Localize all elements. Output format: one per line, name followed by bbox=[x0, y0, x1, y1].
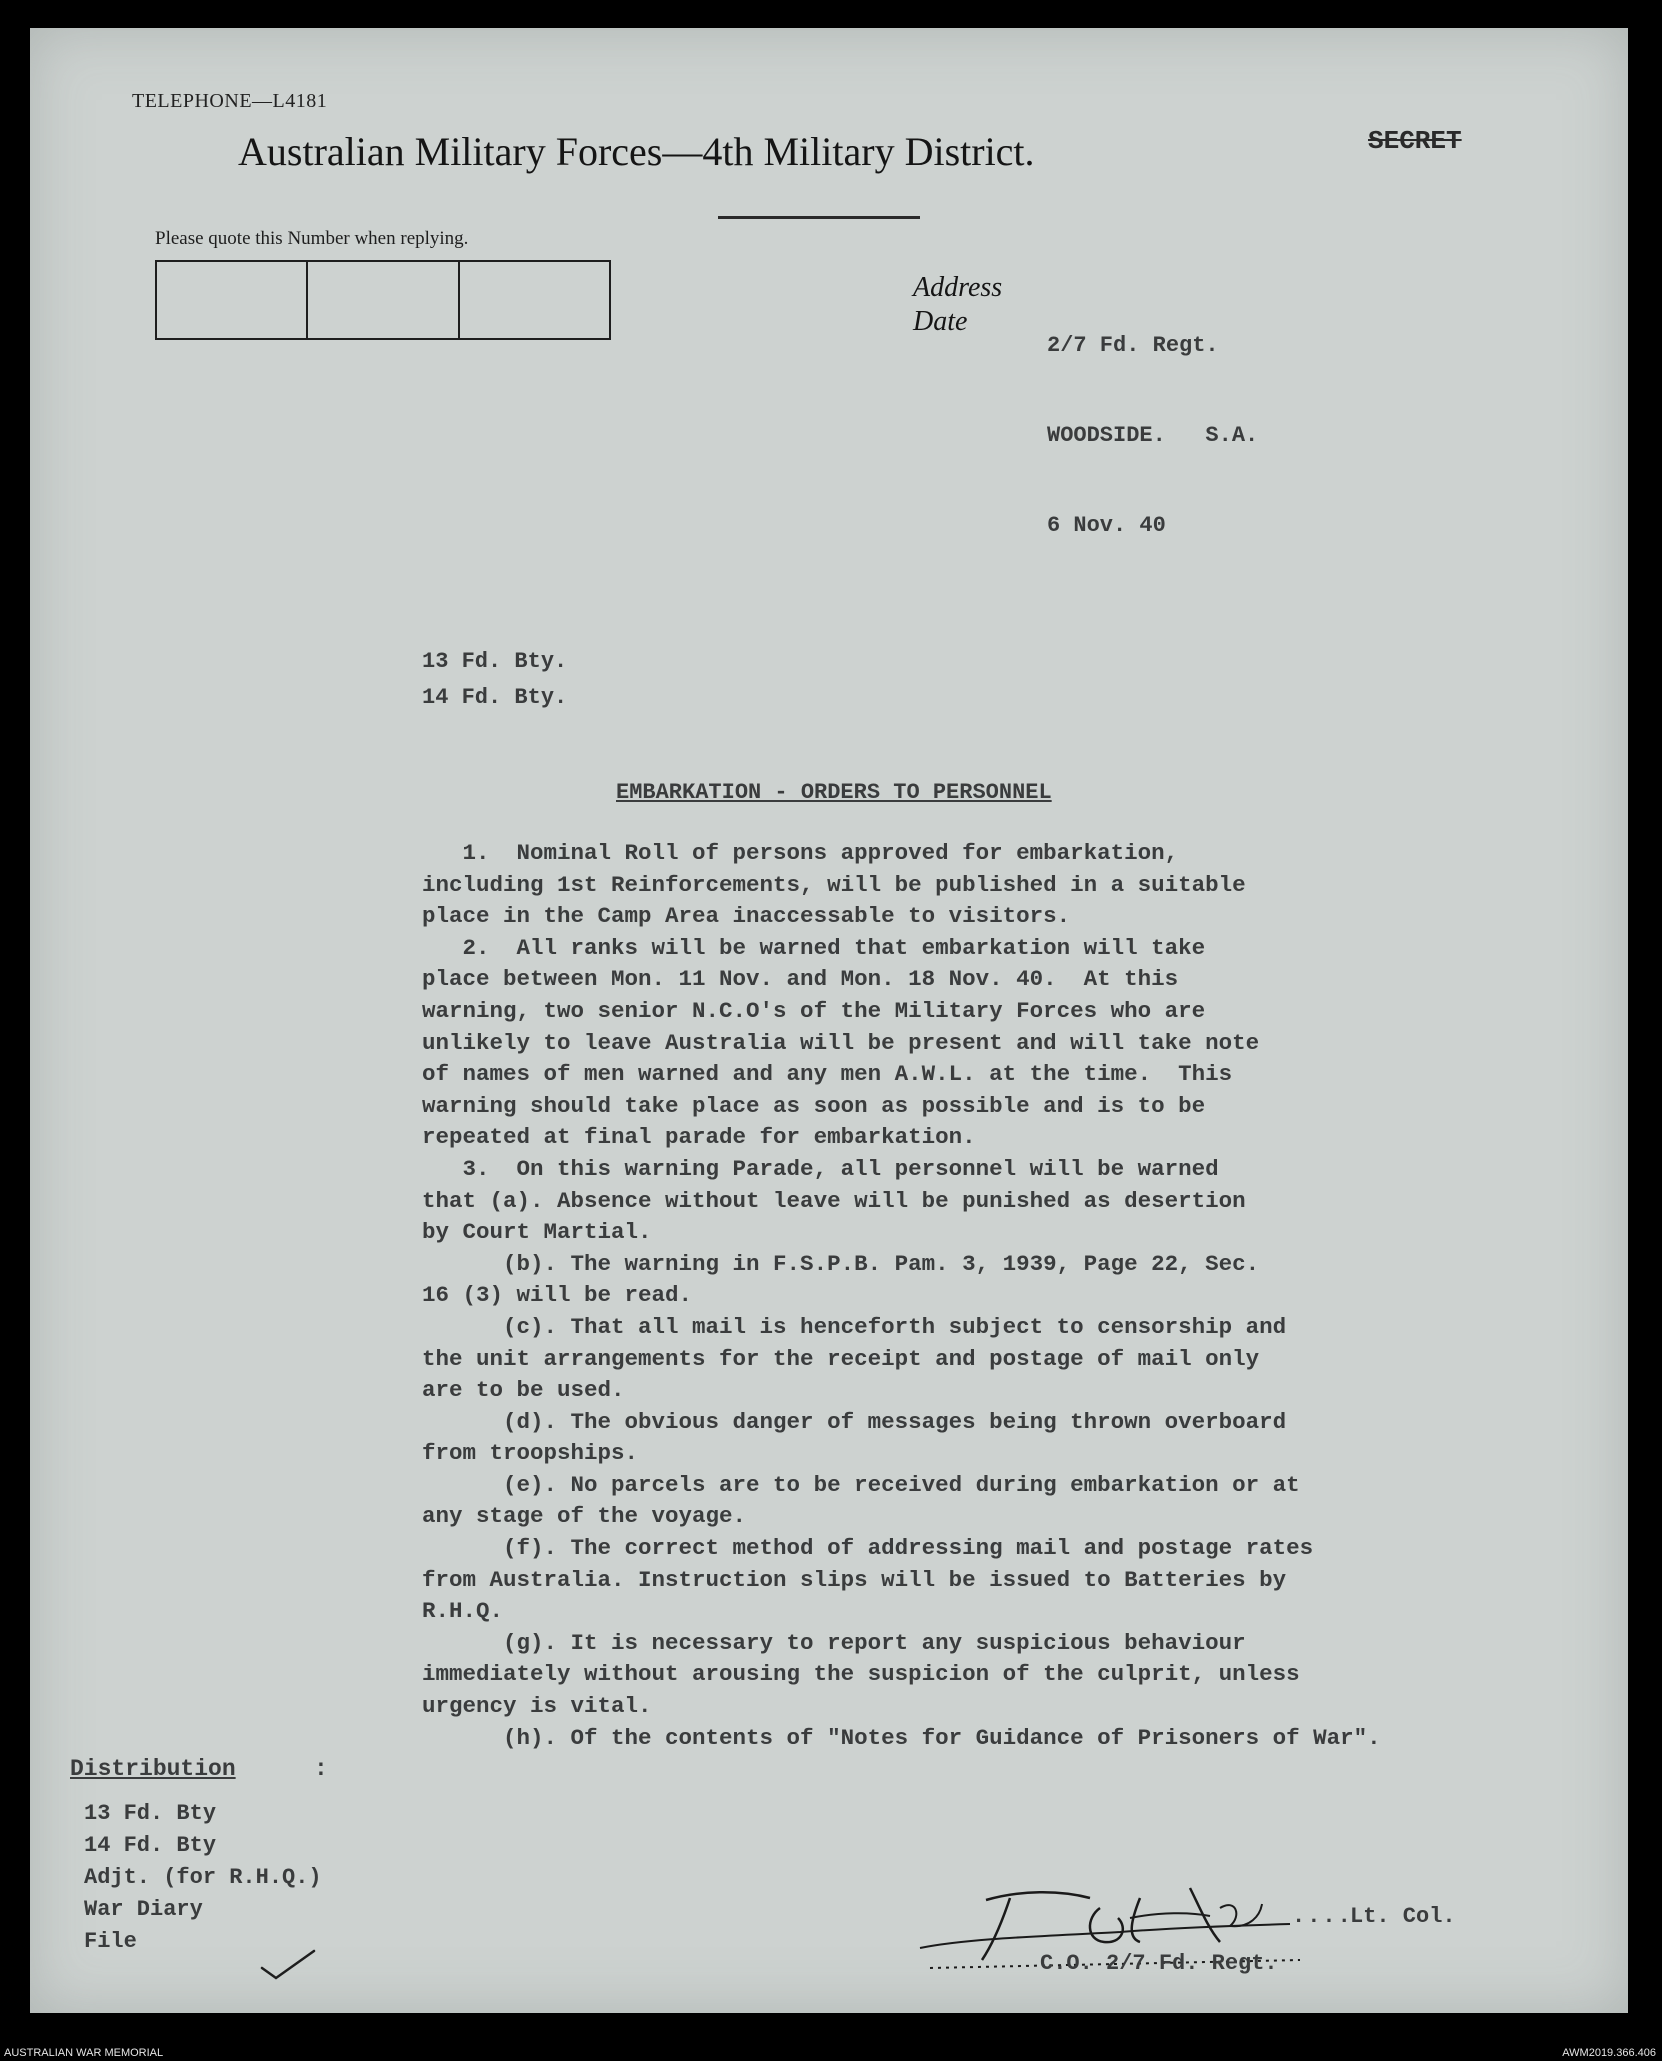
order-sub-e: (e). No parcels are to be received during embarkation or at any stage of the voyage. bbox=[422, 1471, 1300, 1530]
order-paragraph-3: 3. On this warning Parade, all personnel will be warned that (a). Absence without leave will be punished as desertion by Court Martial. bbox=[422, 1155, 1246, 1246]
archive-accession-number: AWM2019.366.406 bbox=[1562, 2047, 1656, 2059]
orders-body bbox=[422, 838, 1572, 1754]
reference-cell bbox=[157, 262, 308, 338]
letterhead-title: Australian Military Forces—4th Military District. bbox=[238, 129, 1035, 174]
order-sub-b: (b). The warning in F.S.P.B. Pam. 3, 1939, Page 22, Sec. 16 (3) will be read. bbox=[422, 1250, 1260, 1309]
address-date-labels bbox=[913, 271, 1002, 338]
address-location: WOODSIDE. S.A. bbox=[1047, 423, 1259, 448]
address-label: Address bbox=[913, 272, 1003, 303]
checkmark-icon bbox=[258, 1948, 318, 1982]
signature-unit: C.O. 2/7 Fd. Regt. bbox=[1040, 1951, 1278, 1976]
order-sub-g: (g). It is necessary to report any suspicious behaviour immediately without arousing the suspicion of the culprit, unless urgency is vital. bbox=[422, 1629, 1300, 1720]
order-sub-c: (c). That all mail is henceforth subject to censorship and the unit arrangements for the receipt and postage of mail only are to be used. bbox=[422, 1313, 1287, 1404]
address-values bbox=[1047, 271, 1258, 601]
signature-rank: Lt. Col. bbox=[1350, 1904, 1456, 1929]
signature-icon bbox=[890, 1868, 1330, 2008]
distribution-colon: : bbox=[314, 1756, 328, 1782]
distribution-item: 13 Fd. Bty bbox=[84, 1801, 217, 1826]
order-paragraph-2: 2. All ranks will be warned that embarkation will take place between Mon. 11 Nov. and Mon. 18 Nov. 40. At this warning, two senior N.C.O's of the Military Forces who are unlikely to leave Australia will be present and will take note of names of men warned and any men A.W.L. at the time. This warning should take place as soon as possible and is to be repeated at final parade for embarkation. bbox=[422, 934, 1260, 1151]
signature-dots: .... bbox=[1292, 1904, 1353, 1929]
distribution-list bbox=[84, 1798, 322, 1958]
letter-page bbox=[30, 28, 1628, 2013]
distribution-item: Adjt. (for R.H.Q.) bbox=[84, 1865, 322, 1890]
order-sub-f: (f). The correct method of addressing mail and postage rates from Australia. Instruction slips will be issued to Batteries by R.H.Q. bbox=[422, 1535, 1314, 1625]
classification-stamp: SECRET bbox=[1368, 126, 1462, 156]
order-paragraph-1: 1. Nominal Roll of persons approved for embarkation, including 1st Reinforcements, will be published in a suitable place in the Camp Area inaccessable to visitors. bbox=[422, 840, 1246, 930]
address-unit: 2/7 Fd. Regt. bbox=[1047, 333, 1219, 358]
archive-credit: AUSTRALIAN WAR MEMORIAL bbox=[4, 2047, 164, 2059]
recipients-block bbox=[422, 644, 567, 716]
letter-date: 6 Nov. 40 bbox=[1047, 513, 1166, 538]
order-sub-d: (d). The obvious danger of messages being thrown overboard from troopships. bbox=[422, 1408, 1287, 1467]
date-label: Date bbox=[913, 305, 968, 337]
reference-number-box bbox=[155, 260, 611, 340]
distribution-item: War Diary bbox=[84, 1897, 203, 1922]
recipient-line: 13 Fd. Bty. bbox=[422, 649, 568, 674]
reference-quote-label: Please quote this Number when replying. bbox=[155, 228, 469, 249]
subject-heading: EMBARKATION - ORDERS TO PERSONNEL bbox=[616, 780, 1052, 805]
distribution-item: 14 Fd. Bty bbox=[84, 1833, 217, 1858]
telephone-number: TELEPHONE—L4181 bbox=[132, 90, 328, 112]
distribution-item: File bbox=[84, 1929, 137, 1954]
reference-cell bbox=[308, 262, 459, 338]
order-sub-h: (h). Of the contents of "Notes for Guidance of Prisoners of War". bbox=[422, 1724, 1381, 1751]
recipient-line: 14 Fd. Bty. bbox=[422, 685, 568, 710]
reference-cell bbox=[460, 262, 609, 338]
distribution-title: Distribution bbox=[70, 1756, 236, 1782]
letterhead-rule bbox=[718, 216, 920, 219]
